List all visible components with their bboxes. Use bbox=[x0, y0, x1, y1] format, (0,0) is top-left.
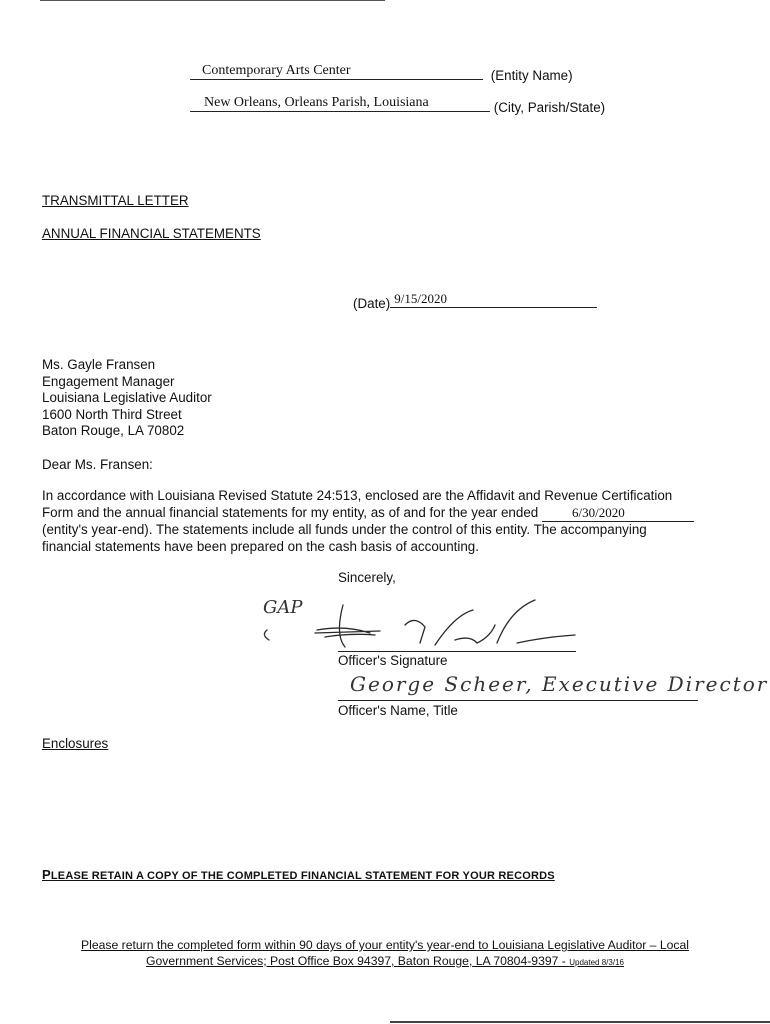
initials-mark: GAP bbox=[263, 597, 303, 618]
retain-notice-rest: LEASE RETAIN A COPY OF THE COMPLETED FINANCIAL STATEMENT FOR YOUR RECORDS bbox=[50, 870, 555, 882]
salutation: Dear Ms. Fransen: bbox=[42, 457, 153, 472]
date-value: 9/15/2020 bbox=[390, 291, 597, 308]
retain-notice-initial: P bbox=[42, 867, 51, 882]
addressee-line: Louisiana Legislative Auditor bbox=[42, 390, 212, 405]
addressee-line: 1600 North Third Street bbox=[42, 406, 182, 422]
return-instructions-footer bbox=[40, 937, 730, 971]
entity-name-row bbox=[190, 63, 573, 83]
body-paragraph bbox=[42, 488, 742, 555]
retain-copy-notice bbox=[42, 867, 555, 882]
body-line-1: In accordance with Louisiana Revised Statute 24:513, enclosed are the Affidavit and Revenue Certification bbox=[42, 488, 673, 503]
enclosures-label: Enclosures bbox=[42, 736, 109, 751]
city-parish-label: (City, Parish/State) bbox=[493, 100, 606, 115]
body-line-4: financial statements have been prepared on the cash basis of accounting. bbox=[42, 538, 479, 554]
footer-line-1: Please return the completed form within 90 days of your entity's year-end to Louisiana Legislative Auditor – Local bbox=[81, 938, 689, 952]
addressee-line: Ms. Gayle Fransen bbox=[42, 357, 156, 372]
officer-name-handwritten: George Scheer, Executive Director bbox=[350, 672, 769, 696]
footer-line-2 bbox=[40, 953, 730, 971]
city-parish-value: New Orleans, Orleans Parish, Louisiana bbox=[190, 95, 490, 112]
officer-name-label: Officer's Name, Title bbox=[338, 703, 458, 718]
addressee-line: Baton Rouge, LA 70802 bbox=[42, 423, 185, 438]
body-line-3: (entity's year-end). The statements include all funds under the control of this entity. The accompanying bbox=[42, 522, 647, 537]
date-row bbox=[353, 291, 597, 311]
closing: Sincerely, bbox=[338, 570, 396, 585]
signature-label: Officer's Signature bbox=[338, 653, 448, 668]
city-parish-row bbox=[190, 95, 605, 115]
transmittal-letter-title: TRANSMITTAL LETTER bbox=[42, 193, 189, 208]
entity-name-label: (Entity Name) bbox=[490, 68, 573, 83]
annual-statements-title: ANNUAL FINANCIAL STATEMENTS bbox=[42, 226, 261, 241]
scan-edge-top bbox=[40, 0, 385, 1]
signature-line bbox=[338, 651, 576, 652]
updated-date: Updated 8/3/16 bbox=[569, 958, 624, 967]
year-end-value: 6/30/2020 bbox=[542, 505, 694, 523]
scan-edge-bottom bbox=[390, 1021, 770, 1023]
officer-name-line bbox=[338, 700, 698, 701]
footer-line-2-text: Government Services; Post Office Box 94397, Baton Rouge, LA 70804-9397 - bbox=[146, 954, 570, 968]
addressee-block bbox=[42, 357, 212, 440]
addressee-line: Engagement Manager bbox=[42, 373, 175, 389]
entity-name-value: Contemporary Arts Center bbox=[190, 63, 483, 80]
body-line-2-text: Form and the annual financial statements for my entity, as of and for the year ended bbox=[42, 504, 539, 520]
date-label: (Date) bbox=[353, 296, 391, 311]
body-line-2 bbox=[42, 505, 742, 523]
